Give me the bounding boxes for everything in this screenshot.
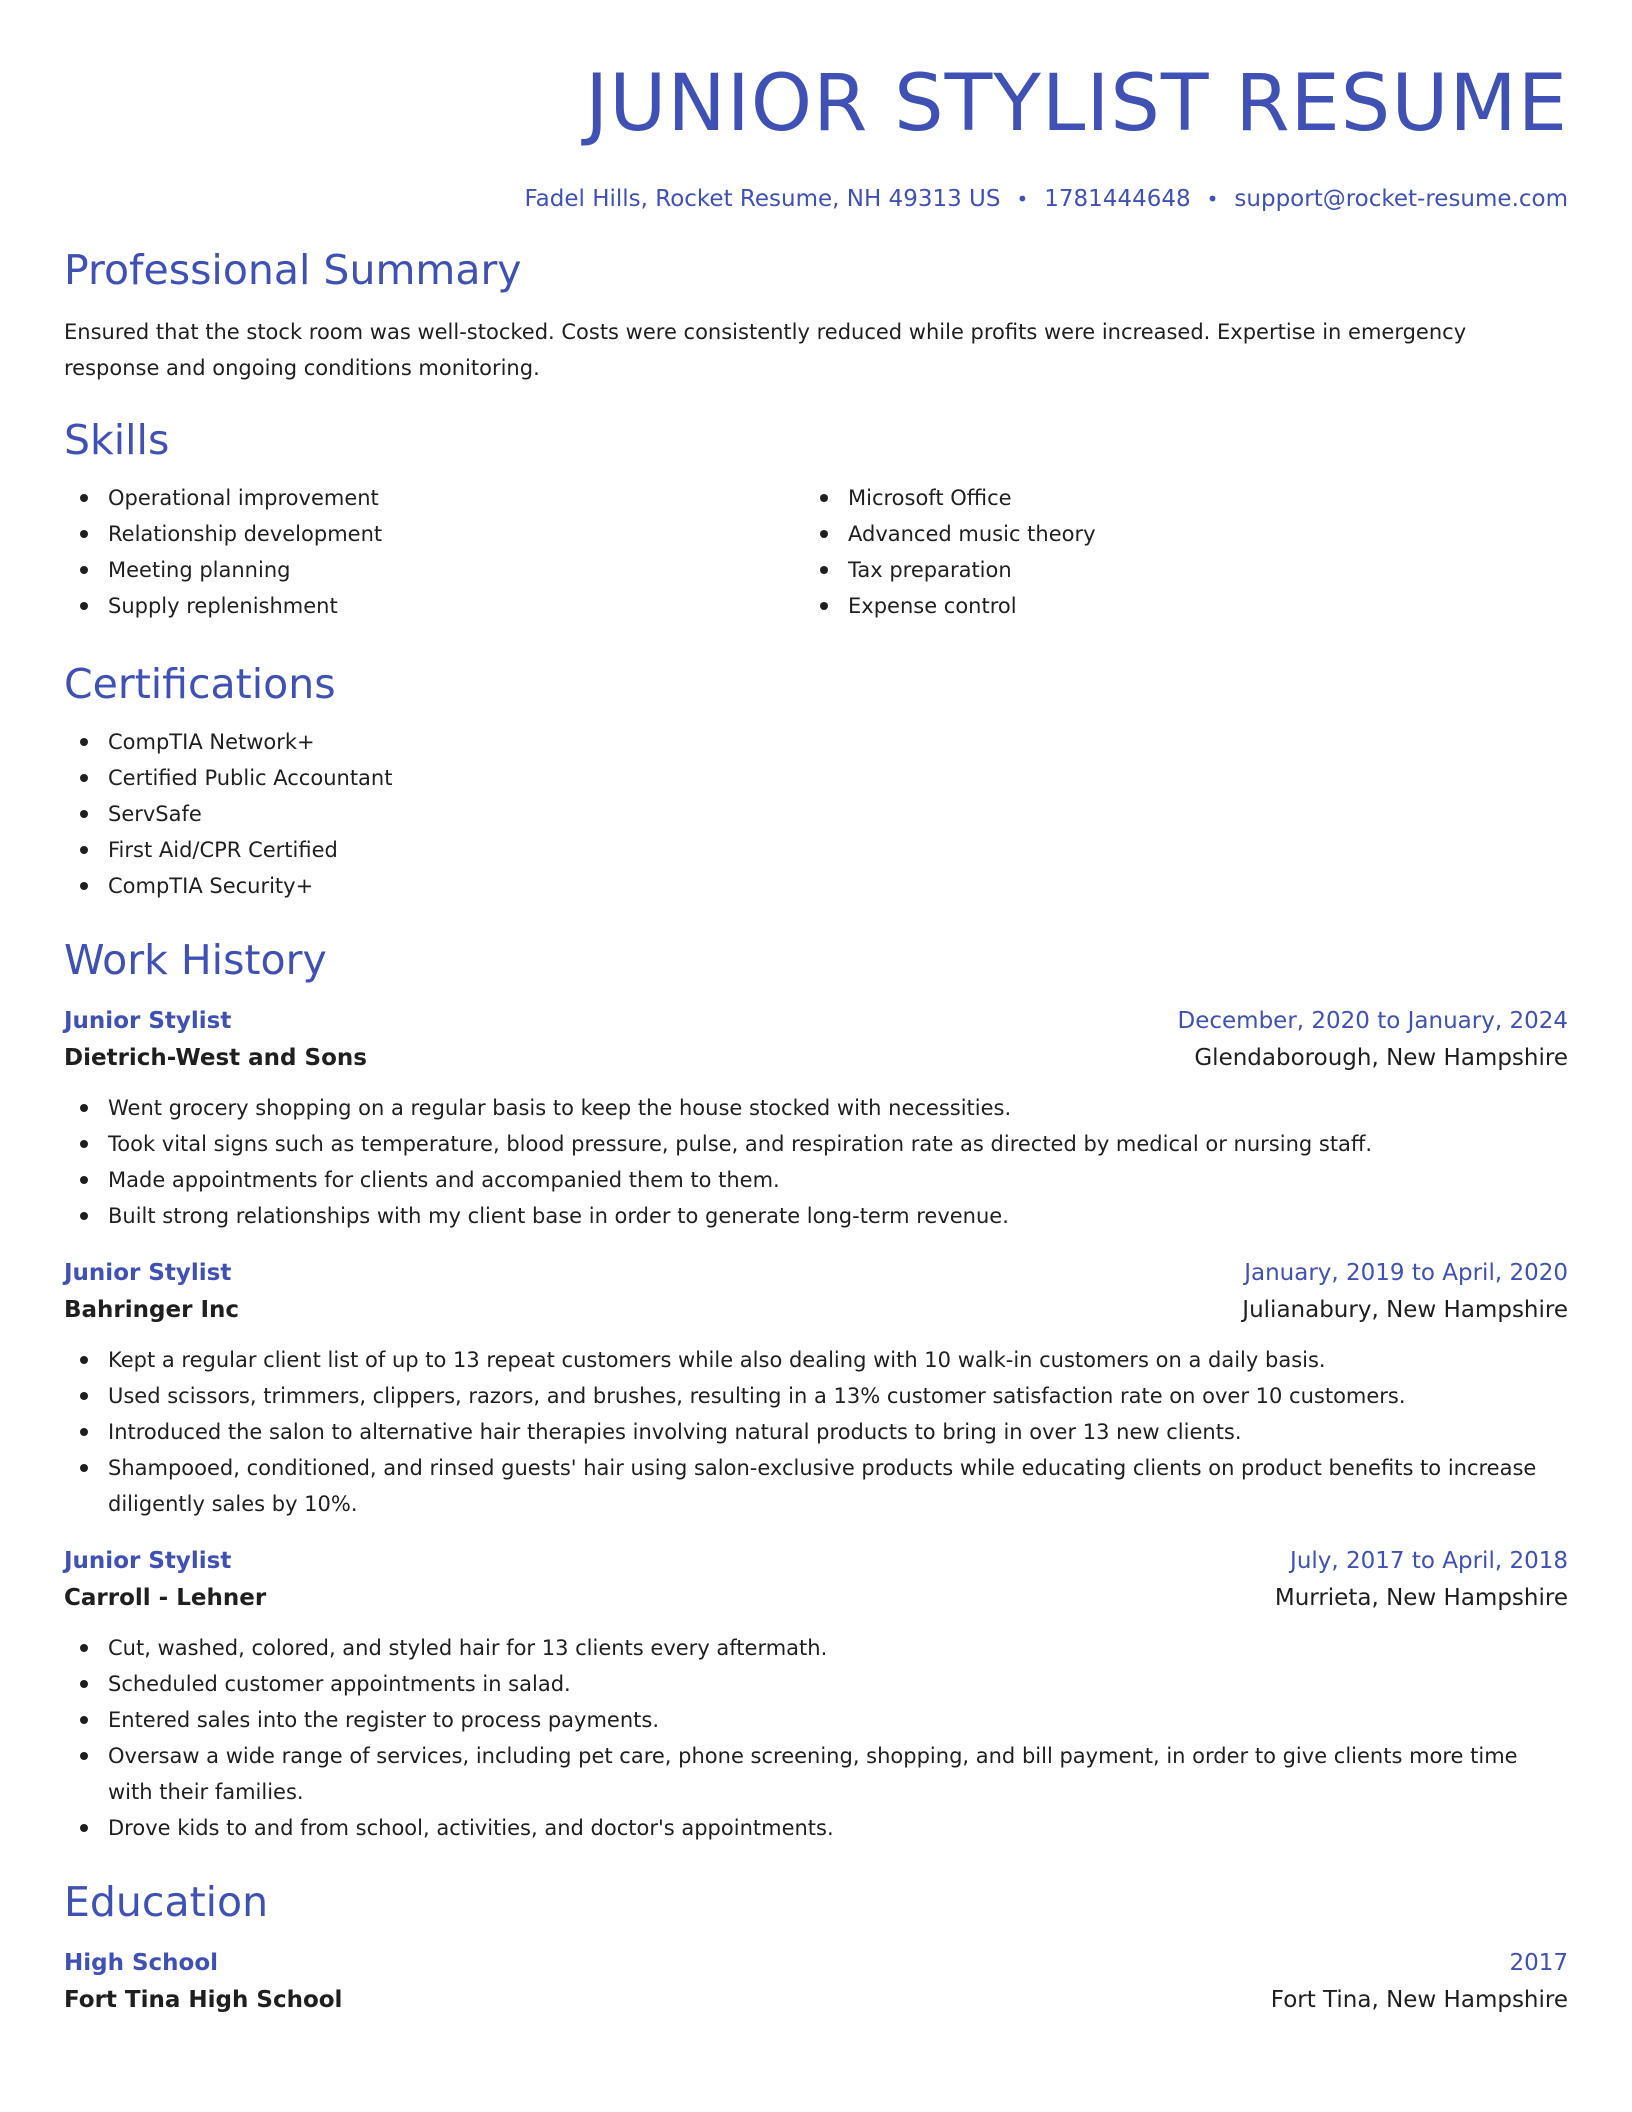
- skill-item: Microsoft Office: [804, 480, 1544, 516]
- skill-item: Expense control: [804, 588, 1544, 624]
- job-company-row: [64, 1038, 1568, 1078]
- job-header-row: [64, 1544, 1568, 1578]
- education-degree: High School: [64, 1950, 219, 1976]
- education-section: [64, 1876, 1568, 2020]
- job-duty: Shampooed, conditioned, and rinsed guests' hair using salon-exclusive products while educating clients on product benefits to increase diligently sales by 10%.: [64, 1450, 1568, 1522]
- certifications-heading: Certifications: [64, 660, 336, 708]
- job-duty: Went grocery shopping on a regular basis to keep the house stocked with necessities.: [64, 1090, 1568, 1126]
- job-duty: Built strong relationships with my client base in order to generate long-term revenue.: [64, 1198, 1568, 1234]
- job-company: Carroll - Lehner: [64, 1585, 267, 1611]
- education-year: 2017: [1509, 1950, 1568, 1976]
- contact-separator: •: [1206, 187, 1219, 211]
- skills-heading: Skills: [64, 416, 170, 464]
- education-school: Fort Tina High School: [64, 1987, 343, 2013]
- job-duty: Introduced the salon to alternative hair therapies involving natural products to bring in over 13 new clients.: [64, 1414, 1568, 1450]
- contact-address: Fadel Hills, Rocket Resume, NH 49313 US: [524, 186, 1001, 212]
- certification-item: CompTIA Network+: [64, 724, 1568, 760]
- job-duties-list: [64, 1342, 1568, 1522]
- summary-section: [64, 244, 1568, 386]
- summary-heading: Professional Summary: [64, 246, 522, 294]
- job-company: Bahringer Inc: [64, 1297, 240, 1323]
- job-duties-list: [64, 1630, 1568, 1846]
- skills-section: [64, 414, 1568, 624]
- certification-item: First Aid/CPR Certified: [64, 832, 1568, 868]
- job-entry: [64, 1544, 1568, 1846]
- contact-phone: 1781444648: [1044, 186, 1191, 212]
- skill-item: Tax preparation: [804, 552, 1544, 588]
- skill-item: Operational improvement: [64, 480, 804, 516]
- resume-header: [64, 56, 1568, 214]
- skills-grid: [64, 480, 1568, 624]
- job-duty: Took vital signs such as temperature, blood pressure, pulse, and respiration rate as directed by medical or nursing staff.: [64, 1126, 1568, 1162]
- education-heading: Education: [64, 1878, 269, 1926]
- job-duty: Entered sales into the register to process payments.: [64, 1702, 1568, 1738]
- contact-line: [64, 184, 1568, 214]
- job-duty: Oversaw a wide range of services, including pet care, phone screening, shopping, and bill payment, in order to give clients more time with their families.: [64, 1738, 1568, 1810]
- job-company-row: [64, 1578, 1568, 1618]
- job-duties-list: [64, 1090, 1568, 1234]
- skill-item: Relationship development: [64, 516, 804, 552]
- education-entry: [64, 1946, 1568, 2020]
- job-duty: Used scissors, trimmers, clippers, razors, and brushes, resulting in a 13% customer satisfaction rate on over 10 customers.: [64, 1378, 1568, 1414]
- education-location: Fort Tina, New Hampshire: [1270, 1987, 1568, 2013]
- certification-item: ServSafe: [64, 796, 1568, 832]
- certification-item: CompTIA Security+: [64, 868, 1568, 904]
- work-history-section: [64, 934, 1568, 1846]
- job-duty: Kept a regular client list of up to 13 repeat customers while also dealing with 10 walk-in customers on a daily basis.: [64, 1342, 1568, 1378]
- job-dates: January, 2019 to April, 2020: [1244, 1260, 1568, 1286]
- job-company: Dietrich-West and Sons: [64, 1045, 367, 1071]
- job-duty: Cut, washed, colored, and styled hair for 13 clients every aftermath.: [64, 1630, 1568, 1666]
- job-dates: December, 2020 to January, 2024: [1177, 1008, 1568, 1034]
- skill-item: Advanced music theory: [804, 516, 1544, 552]
- contact-separator: •: [1016, 187, 1029, 211]
- contact-email[interactable]: support@rocket-resume.com: [1234, 186, 1568, 212]
- certification-item: Certified Public Accountant: [64, 760, 1568, 796]
- job-dates: July, 2017 to April, 2018: [1290, 1548, 1568, 1574]
- job-duty: Scheduled customer appointments in salad.: [64, 1666, 1568, 1702]
- certifications-list: [64, 724, 1568, 904]
- certifications-section: [64, 658, 1568, 904]
- job-location: Glendaborough, New Hampshire: [1194, 1045, 1568, 1071]
- skill-item: Supply replenishment: [64, 588, 804, 624]
- job-entry: [64, 1004, 1568, 1234]
- job-title: Junior Stylist: [64, 1548, 232, 1574]
- job-title: Junior Stylist: [64, 1008, 232, 1034]
- job-duty: Made appointments for clients and accompanied them to them.: [64, 1162, 1568, 1198]
- resume-title: JUNIOR STYLIST RESUME: [585, 59, 1568, 149]
- work-history-heading: Work History: [64, 936, 327, 984]
- job-duty: Drove kids to and from school, activities, and doctor's appointments.: [64, 1810, 1568, 1846]
- skills-list-right: [804, 480, 1544, 624]
- education-school-row: [64, 1980, 1568, 2020]
- summary-text: Ensured that the stock room was well-stocked. Costs were consistently reduced while profits were increased. Expertise in emergency response and ongoing conditions monitoring.: [64, 320, 1467, 380]
- job-company-row: [64, 1290, 1568, 1330]
- job-title: Junior Stylist: [64, 1260, 232, 1286]
- education-header-row: [64, 1946, 1568, 1980]
- job-entry: [64, 1256, 1568, 1522]
- job-location: Murrieta, New Hampshire: [1274, 1585, 1568, 1611]
- job-location: Julianabury, New Hampshire: [1242, 1297, 1568, 1323]
- job-header-row: [64, 1004, 1568, 1038]
- job-header-row: [64, 1256, 1568, 1290]
- skill-item: Meeting planning: [64, 552, 804, 588]
- skills-list-left: [64, 480, 804, 624]
